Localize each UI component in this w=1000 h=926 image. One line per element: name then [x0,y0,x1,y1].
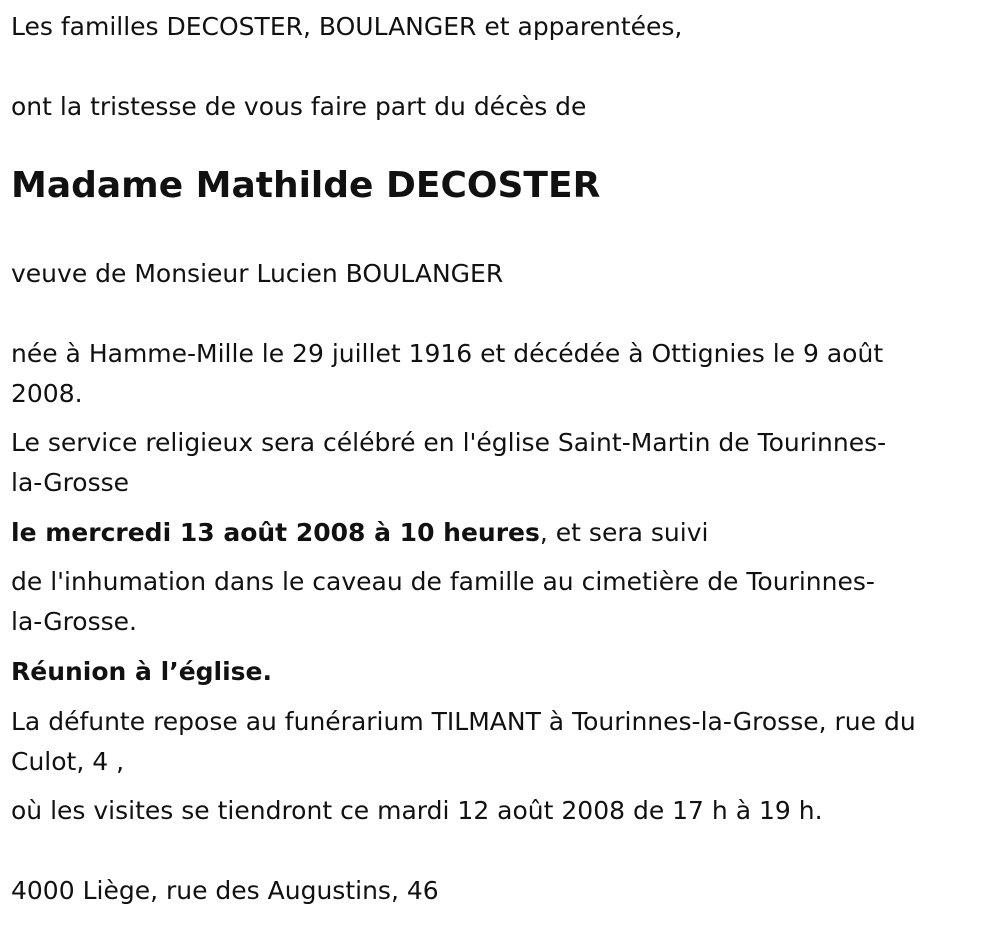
birth-death-line-2: 2008. [11,379,83,408]
visits-line: où les visites se tiendront ce mardi 12 août 2008 de 17 h à 19 h. [11,796,823,825]
families-line: Les familles DECOSTER, BOULANGER et apparentées, [11,12,683,41]
birth-death-line-1: née à Hamme-Mille le 29 juillet 1916 et décédée à Ottignies le 9 août [11,339,884,368]
widow-of-line: veuve de Monsieur Lucien BOULANGER [11,259,504,288]
service-date-suffix: , et sera suivi [539,518,709,547]
rest-line-2: Culot, 4 , [11,747,125,776]
rest-line-1: La défunte repose au funérarium TILMANT à Tourinnes-la-Grosse, rue du [11,707,916,736]
address-line: 4000 Liège, rue des Augustins, 46 [11,876,439,905]
burial-line-1: de l'inhumation dans le caveau de famille au cimetière de Tourinnes- [11,567,875,596]
burial-line-2: la-Grosse. [11,607,137,636]
service-date-line [11,513,708,553]
service-date: le mercredi 13 août 2008 à 10 heures [11,518,540,547]
announcement-line: ont la tristesse de vous faire part du décès de [11,92,587,121]
deceased-name: Madame Mathilde DECOSTER [11,165,601,206]
meeting-line: Réunion à l’église. [11,657,273,686]
service-line-2: la-Grosse [11,468,130,497]
service-line-1: Le service religieux sera célébré en l'église Saint-Martin de Tourinnes- [11,428,887,457]
